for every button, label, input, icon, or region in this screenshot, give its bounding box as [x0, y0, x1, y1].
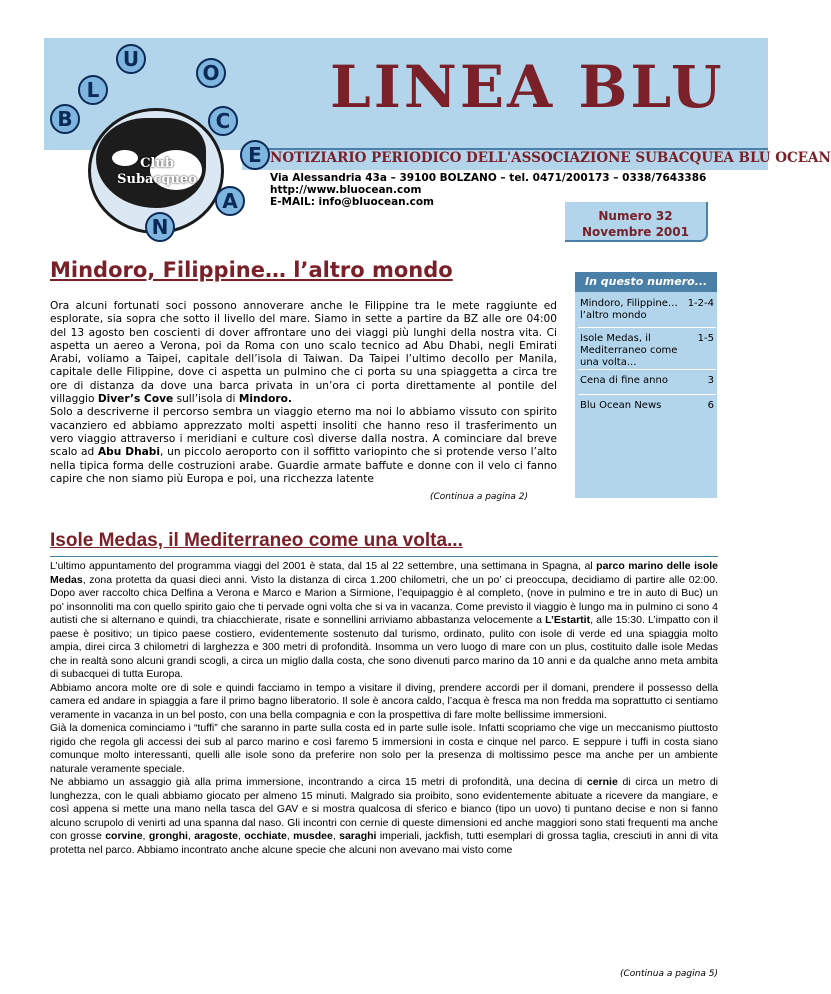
- issue-badge: [565, 202, 708, 242]
- article1-bold-divers-cove: Diver’s Cove: [97, 393, 174, 406]
- logo-letter-n: N: [145, 212, 175, 242]
- issue-number: Numero 32: [598, 209, 673, 223]
- article1-text: Solo a descriverne il percorso sembra un viaggio eterno ma noi lo abbiamo vissuto con spirito vacanziero ed abbiamo apprezzato molti aspetti insoliti che hanno reso il trasferimento un vero viaggio attraverso i meridiani e culture così diverse dalla nostra. A cominciare dal breve scalo ad: [50, 406, 557, 459]
- toc-divider: [578, 369, 716, 370]
- fish-name: gronghi: [148, 830, 188, 842]
- logo-club-text: [112, 156, 202, 188]
- toc-item[interactable]: [580, 333, 714, 371]
- toc-item[interactable]: [580, 400, 714, 414]
- article2-text: imperiali, jackfish, tutti esemplari di grossa taglia, cresciuti in anni di vita protetta nel parco. Abbiamo incontrato anche alcune specie che alcuni non avevano mai visto come: [50, 830, 718, 856]
- toc-item-label: Blu Ocean News: [580, 400, 662, 411]
- website-link[interactable]: http://www.bluocean.com: [270, 184, 422, 196]
- article1-text: Ora alcuni fortunati soci possono annoverare anche le Filippine tra le mete raggiunte ed esplorate, sia sopra che sotto il livello del mare. Siamo in sette a partire da BZ alle ore 04:00 del 13 agosto ben coscienti di dover affrontare uno dei viaggi più lunghi della nostra vita. Ci aspetta un aereo a Verona, poi da Roma con uno scalo tecnico ad Abu Dhabi, negli Emirati Arabi, voliamo a Taipei, capitale dell’isola di Taiwan. Da Taipei l’ultimo decollo per Manila, capitale delle Filippine, dove ci aspetta un pulmino che ci porta su una spiaggetta a circa tre ore di distanza da dove una barca privata in un’ora ci porta direttamente al pontile del villaggio: [50, 300, 557, 406]
- logo-club-line2: Subacqueo: [117, 172, 197, 187]
- article1-body: [50, 300, 557, 486]
- article2-text: Ne abbiamo un assaggio già alla prima immersione, incontrando a circa 15 metri di profondità, una decina di: [50, 776, 587, 788]
- toc-item-label: Isole Medas, il Mediterraneo come una volta...: [580, 333, 678, 368]
- toc-item[interactable]: [580, 298, 714, 324]
- article2-continue-note: (Continua a pagina 5): [620, 969, 718, 979]
- logo-letter-u: U: [116, 44, 146, 74]
- logo-letter-l: L: [78, 75, 108, 105]
- toc-divider: [578, 327, 716, 328]
- article2-bold-parco-marino: parco marino delle isole Medas: [50, 560, 718, 586]
- toc-item-page: 3: [707, 375, 714, 386]
- toc-item-label: Mindoro, Filippine… l’altro mondo: [580, 298, 678, 321]
- logo-letter-e: E: [240, 140, 270, 170]
- article2-body: L’ultimo appuntamento del programma viaggi del 2001 è stata, dal 15 al 22 settembre, una settimana in Spagna, al parco marino delle isole Medas, zona protetta da quasi dieci anni. Visto la distanza di circa 1.200 chilometri, che un po’ ci preoccupa, decidiamo di partire alle 02:00. Dopo aver raccolto chica Delfina a Verona e Marco e Marion a Sirmione, l’equipaggio è al completo, (nove in pulmino e tre in auto di Buc) un po’ insonnoliti ma con quello spirito gaio che ti pervade ogni volta che si va in vacanza. Come previsto il viaggio è lungo ma in pulmino ci sono 4 autisti che si alternano e quindi, tra chiacchierate, risate e sonnellini arriviamo abbastanza velocemente a L’Estartit, alle 15:30. L’impatto con il paese è positivo; un tipico paese costiero, evidentemente sostenuto dal turismo, ordinato, pulito con isole di verde ed una spiaggia molto ampia, direi circa 3 chilometri di larghezza e 300 metri di profondità. Insomma un vero luogo di mare con un plus, costituito dalle isole Medas che in realtà sono alcuni grandi scogli, a circa un miglio dalla costa, che sono divenuti parco marino da 10 anni e da qualche anno meta ambita di subacquei di tutta Europa. Abbiamo ancora molte ore di sole e quindi facciamo in tempo a visitare il diving, prendere accordi per il domani, prendere il possesso della camera ed andare in spiaggia a fare il primo bagno liberatorio. Il sole è ancora caldo, l’acqua è fresca ma non fredda ma soprattutto ci sentiamo veramente in vacanza in un bel posto, con una bella compagnia e con la prospettiva di fare molte bellissime immersioni. Già la domenica cominciamo i “tuffi” che saranno in parte sulla costa ed in parte sulle isole. Infatti scopriamo che vige un meccanismo piuttosto rigido che regola gli accessi dei sub al parco marino e così faremo 5 immersioni in costa e cinque nel parco. E seppure i tuffi in costa siano comunque molto interessanti, quelli alle isole sono da preferire non solo per la presenza di moltissimo pesce ma anche per un ambiente naturale veramente speciale. Ne abbiamo un assaggio già alla prima immersione, incontrando a circa 15 metri di profondità, una decina di cernie di circa un metro di lunghezza, con le quali abbiamo giocato per almeno 15 minuti. Malgrado sia proibito, sono evidentemente abituate a ricevere da mangiare, e così appena si mette una mano nella tasca del GAV e si mostra qualcosa di sferico e bianco (tipo un uovo) ti puntano decise e non si fanno alcuno scrupolo di venirti ad una spanna dal naso. Gli incontri con cernie di queste dimensioni ed anche maggiori sono stati frequenti ma anche con grosse corvine, gronghi, aragoste, occhiate, musdee, saraghi imperiali, jackfish, tutti esemplari di grossa taglia, cresciuti in anni di vita protetta nel parco. Abbiamo incontrato anche alcune specie che alcuni non avevano mai visto come: [50, 560, 718, 856]
- article2-title: Isole Medas, il Mediterraneo come una volta...: [50, 530, 463, 551]
- article1-continue-note: (Continua a pagina 2): [430, 492, 528, 502]
- newsletter-title: LINEA BLU: [330, 53, 725, 121]
- fish-name: musdee: [293, 830, 333, 842]
- email-link[interactable]: E-MAIL: info@bluocean.com: [270, 196, 434, 208]
- article1-text: , un piccolo aeroporto con il soffitto variopinto che si protende verso l’alto nella tipica forma delle costruzioni arabe. Guardie armate baffute e donne con il velo ci fanno capire che non siamo più Europa e poi, una ricchezza latente: [50, 446, 558, 485]
- newsletter-subtitle: NOTIZIARIO PERIODICO DELL'ASSOCIAZIONE SUBACQUEA BLU OCEAN: [270, 150, 831, 166]
- article2-paragraph: Abbiamo ancora molte ore di sole e quindi facciamo in tempo a visitare il diving, prendere accordi per il domani, prendere il possesso della camera ed andare in spiaggia a fare il primo bagno liberatorio. Il sole è ancora caldo, l’acqua è fresca ma non fredda ma soprattutto ci sentiamo veramente in vacanza in un bel posto, con una bella compagnia e con la prospettiva di fare molte bellissime immersioni.: [50, 681, 718, 721]
- toc-item-page: 1-2-4: [687, 298, 714, 309]
- fish-name: corvine: [105, 830, 143, 842]
- fish-name: aragoste: [194, 830, 238, 842]
- toc-divider: [578, 394, 716, 395]
- article1-text: sull’isola di: [173, 393, 239, 406]
- article2-text: L’ultimo appuntamento del programma viaggi del 2001 è stata, dal 15 al 22 settembre, una settimana in Spagna, al: [50, 560, 597, 572]
- article2-bold-cernie: cernie: [586, 776, 618, 788]
- logo-letter-o: O: [196, 58, 226, 88]
- toc-item-page: 1-5: [697, 333, 714, 344]
- article2-text: , alle 15:30. L’impatto con il paese è positivo; un tipico paese costiero, evidentemente sostenuto dal turismo, ordinato, pulito con isole di verde ed una spiaggia molto ampia, direi circa 3 chilometri di larghezza e 300 metri di profondità. Insomma un vero luogo di mare con un plus, costituito dalle isole Medas che in realtà sono alcuni grandi scogli, a circa un miglio dalla costa, che sono divenuti parco marino da 10 anni e da qualche anno meta ambita di subacquei di tutta Europa.: [50, 614, 718, 680]
- issue-date: Novembre 2001: [582, 225, 689, 239]
- toc-item[interactable]: [580, 375, 714, 389]
- article1-bold-abu-dhabi: Abu Dhabi: [97, 446, 161, 459]
- fish-name: occhiate: [244, 830, 287, 842]
- logo-club-line1: Club: [140, 156, 174, 171]
- article2-rule: [50, 556, 718, 557]
- article1-title: Mindoro, Filippine… l’altro mondo: [50, 258, 453, 282]
- article2-text: , zona protetta da quasi dieci anni. Visto la distanza di circa 1.200 chilometri, che un po’ ci preoccupa, decidiamo di partire alle 02:00. Dopo aver raccolto chica Delfina a Verona e Marco e Marion a Sirmione, l’equipaggio è al completo, (nove in pulmino e tre in auto di Buc) un po’ insonnoliti ma con quello spirito gaio che ti pervade ogni volta che si va in vacanza. Come previsto il viaggio è lungo ma in pulmino ci sono 4 autisti che si alternano e quindi, tra chiacchierate, risate e sonnellini arriviamo abbastanza velocemente a: [50, 573, 718, 626]
- toc-item-page: 6: [707, 400, 714, 411]
- address-line: Via Alessandria 43a – 39100 BOLZANO – tel. 0471/200173 – 0338/7643386: [270, 172, 707, 184]
- article2-paragraph: Già la domenica cominciamo i “tuffi” che saranno in parte sulla costa ed in parte sulle isole. Infatti scopriamo che vige un meccanismo piuttosto rigido che regola gli accessi dei sub al parco marino e così faremo 5 immersioni in costa e cinque nel parco. E seppure i tuffi in costa siano comunque molto interessanti, quelli alle isole sono da preferire non solo per la presenza di moltissimo pesce ma anche per un ambiente naturale veramente speciale.: [50, 722, 718, 775]
- logo-letter-c: C: [208, 106, 238, 136]
- article1-bold-mindoro: Mindoro.: [238, 393, 292, 406]
- toc-heading: In questo numero...: [575, 272, 717, 292]
- article2-text: di circa un metro di lunghezza, con le quali abbiamo giocato per almeno 15 minuti. Malgrado sia proibito, sono evidentemente abituate a ricevere da mangiare, e così appena si mette una mano nella tasca del GAV e si mostra qualcosa di sferico e bianco (tipo un uovo) ti puntano decise e non si fanno alcuno scrupolo di venirti ad una spanna dal naso. Gli incontri con cernie di queste dimensioni ed anche maggiori sono stati frequenti ma anche con grosse: [50, 776, 718, 842]
- logo-letter-a: A: [215, 186, 245, 216]
- logo-letter-b: B: [50, 104, 80, 134]
- toc-item-label: Cena di fine anno: [580, 375, 668, 386]
- article2-bold-estartit: L’Estartit: [545, 614, 591, 626]
- fish-name: saraghi: [339, 830, 377, 842]
